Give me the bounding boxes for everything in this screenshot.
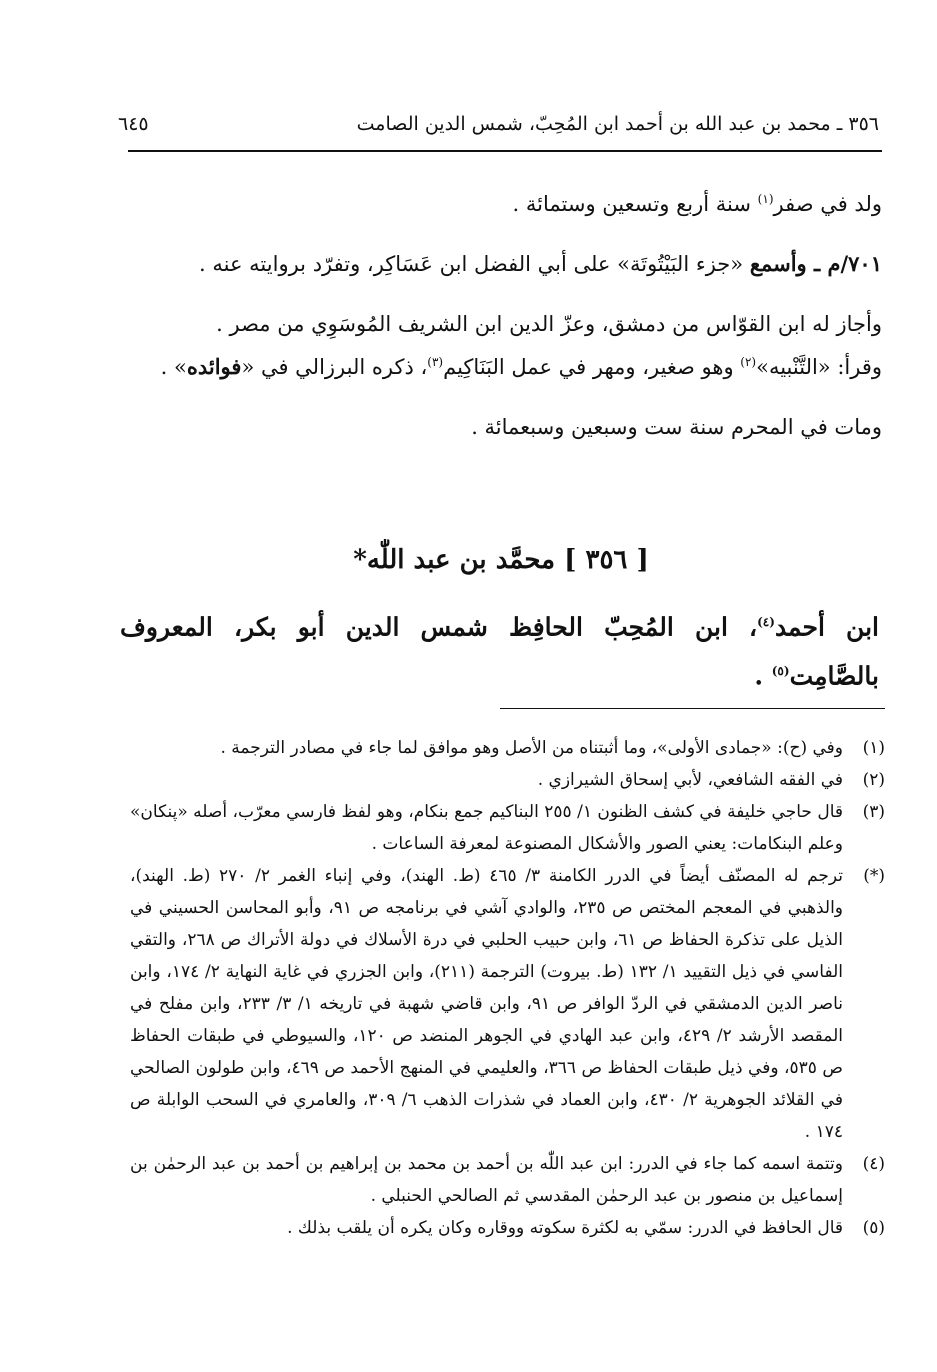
footnote-5 bbox=[130, 1212, 885, 1244]
audition-paragraph bbox=[120, 245, 882, 283]
footnote-rule bbox=[500, 708, 885, 709]
birth-text: ولد في صفر bbox=[773, 192, 882, 216]
footnote-ref-4: (٤) bbox=[757, 615, 775, 629]
footnote-ref-2: (٢) bbox=[740, 355, 757, 369]
entry-title: [ ٣٥٦ ] محمَّد بن عبد اللّٰه* bbox=[353, 545, 649, 575]
footnote-text: قال حاجي خليفة في كشف الظنون ١/ ٢٥٥ البناكيم جمع بنكام، وهو لفظ فارسي معرّب، أصله «پنكان» وعلم البنكامات: يعني الصور والأشكال المصنوعة لمعرفة الساعات . bbox=[130, 802, 843, 854]
footnote-number: (٢) bbox=[862, 770, 885, 790]
license-text: وأجاز له ابن القوّاس من دمشق، وعزّ الدين ابن الشريف المُوسَوِي من مصر . bbox=[216, 312, 882, 336]
page-number: ٦٤٥ bbox=[118, 113, 149, 135]
footnote-4 bbox=[130, 1148, 885, 1212]
footnote-text: وتتمة اسمه كما جاء في الدرر: ابن عبد اللّٰه بن أحمد بن محمد بن إبراهيم بن أحمد بن عبد الرحمٰن بن إسماعيل بن منصور بن عبد الرحمٰن المقدسي ثم الصالحي الحنبلي . bbox=[130, 1154, 843, 1206]
reading-text-c: ، ذكره البرزالي في « bbox=[241, 355, 428, 379]
footnote-text: ترجم له المصنّف أيضاً في الدرر الكامنة ٣/ ٤٦٥ (ط. الهند)، وفي إنباء الغمر ٢/ ٢٧٠ (ط. الهند)، والذهبي في المعجم المختص ص ٢٣٥، والوادي آشي في برنامجه ص ٩١، وأبو المحاسن الحسيني في الذيل على تذكرة الحفاظ ص ٦١، وابن حبيب الحلبي في درة الأسلاك في دولة الأتراك ص ٢٦٨، والتقي الفاسي في ذيل التقييد ١/ ١٣٢ (ط. بيروت) الترجمة (٢١١)، وابن الجزري في غاية النهاية ٢/ ١٧٤، وابن ناصر الدين الدمشقي في الردّ الوافر ص ٩١، وابن قاضي شهبة في تاريخه ١/ ٣/ ٢٣٣، وابن مفلح في المقصد الأرشد ٢/ ٤٢٩، وابن عبد الهادي في الجوهر المنضد ص ١٢٠، والسيوطي في طبقات الحفاظ ص ٥٣٥، وفي ذيل طبقات الحفاظ ص ٣٦٦، والعليمي في المنهج الأحمد ص ٤٦٩، وابن طولون الصالحي في القلائد الجوهرية ٢/ ٤٣٠، وابن العماد في شذرات الذهب ٦/ ٣٠٩، والعامري في السحب الوابلة ص ١٧٤ . bbox=[130, 866, 844, 1142]
footnote-3 bbox=[130, 796, 885, 860]
footnote-number: (٤) bbox=[862, 1154, 885, 1174]
footnote-number: (٥) bbox=[862, 1218, 885, 1238]
reading-text-d: » . bbox=[160, 355, 187, 379]
page-header bbox=[118, 104, 879, 144]
running-title: ٣٥٦ ـ محمد بن عبد الله بن أحمد ابن المُحِبّ، شمس الدين الصامت bbox=[356, 113, 879, 135]
birth-paragraph bbox=[120, 180, 882, 223]
reading-text-b: وهو صغير، ومهر في عمل البَنَاكِيم bbox=[443, 355, 741, 379]
footnote-ref-3: (٣) bbox=[427, 355, 444, 369]
death-text: ومات في المحرم سنة ست وسبعين وسبعمائة . bbox=[471, 415, 882, 439]
footnote-text: في الفقه الشافعي، لأبي إسحاق الشيرازي . bbox=[537, 770, 843, 790]
footnote-number: (٣) bbox=[862, 802, 885, 822]
footnote-ref-5: (٥) bbox=[771, 664, 790, 679]
book-title-fawaid: فوائده bbox=[186, 354, 242, 379]
audition-text: «جزء البَيْتُوتَة» على أبي الفضل ابن عَسَاكِر، وتفرّد بروايته عنه . bbox=[199, 252, 750, 276]
death-paragraph bbox=[120, 408, 882, 446]
footnote-text: قال الحافظ في الدرر: سمّي به لكثرة سكوته ووقاره وكان يكره أن يلقب بذلك . bbox=[287, 1218, 843, 1238]
footnote-number: (*) bbox=[863, 866, 885, 886]
entry-code: ٧٠١/م ـ وأسمع bbox=[749, 251, 882, 276]
reading-text-a: وقرأ: «التَّنْبيه» bbox=[756, 355, 882, 379]
footnotes bbox=[130, 732, 885, 1244]
footnote-1 bbox=[130, 732, 885, 764]
footnote-2 bbox=[130, 764, 885, 796]
entry-subtitle bbox=[120, 600, 879, 699]
reading-paragraph bbox=[120, 343, 882, 386]
footnote-text: وفي (ح): «جمادى الأولى»، وما أثبتناه من الأصل وهو موافق لما جاء في مصادر الترجمة . bbox=[220, 738, 843, 758]
entry-sub-b: ، ابن المُحِبّ الحافِظ شمس الدين أبو بكر، المعروف بالصَّامِت bbox=[120, 612, 879, 691]
header-rule bbox=[128, 150, 882, 152]
entry-sub-a: ابن أحمد bbox=[774, 612, 879, 642]
entry-sub-c: . bbox=[754, 661, 772, 691]
footnote-number: (١) bbox=[862, 738, 885, 758]
license-paragraph bbox=[120, 305, 882, 343]
footnote-star bbox=[130, 860, 885, 1148]
birth-text-rest: سنة أربع وتسعين وستمائة . bbox=[512, 192, 758, 216]
footnote-ref-1: (١) bbox=[757, 192, 774, 206]
main-text bbox=[120, 180, 882, 446]
